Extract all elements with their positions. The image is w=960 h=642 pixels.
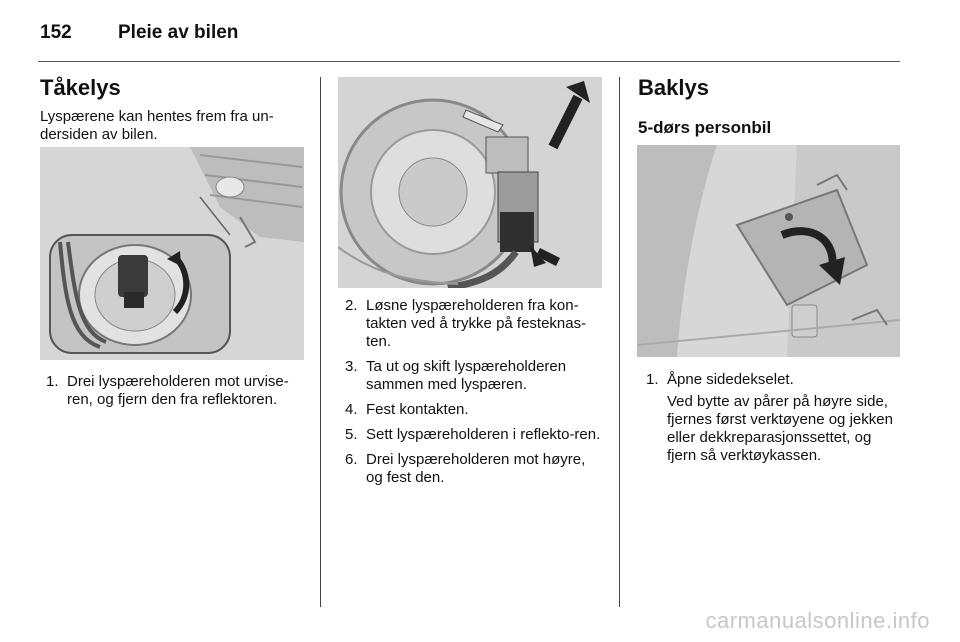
chapter-title: Pleie av bilen xyxy=(118,22,239,43)
bulb-holder-steps xyxy=(345,297,605,494)
step-text: Åpne sidedekselet. xyxy=(667,371,794,388)
step-text: Løsne lyspæreholderen fra kon-takten ved å trykke på festeknas-ten. xyxy=(366,297,587,350)
step-number: 4. xyxy=(345,401,358,418)
tail-light-step-list xyxy=(646,371,904,389)
list-item xyxy=(345,426,605,444)
step-number: 3. xyxy=(345,358,358,375)
step-number: 2. xyxy=(345,297,358,314)
bulb-step-list xyxy=(345,297,605,487)
page-number: 152 xyxy=(40,22,72,43)
step-detail: Ved bytte av pårer på høyre side, fjernes først verktøyene og jekken eller dekkreparasjonssettet, og fjern så verktøykassen. xyxy=(667,393,893,464)
step-number: 5. xyxy=(345,426,358,443)
column-divider-left xyxy=(320,77,321,607)
step-text: Sett lyspæreholderen i reflekto-ren. xyxy=(366,426,601,443)
fog-light-intro: Lyspærene kan hentes frem fra un-dersiden av bilen. xyxy=(40,108,274,143)
tail-light-subheading: 5-dørs personbil xyxy=(638,118,772,137)
page-header xyxy=(40,18,238,48)
fog-light-heading: Tåkelys xyxy=(40,75,121,100)
fog-light-steps xyxy=(46,373,306,416)
list-item xyxy=(345,451,605,487)
list-item xyxy=(345,297,605,351)
bulb-holder-illustration xyxy=(338,77,602,288)
side-cover-figure xyxy=(637,145,900,357)
step-text: Drei lyspæreholderen mot urvise-ren, og fjern den fra reflektoren. xyxy=(67,373,289,408)
watermark: carmanualsonline.info xyxy=(705,608,930,633)
step-text: Drei lyspæreholderen mot høyre, og fest den. xyxy=(366,451,586,486)
tail-light-section xyxy=(638,74,903,140)
fog-light-figure xyxy=(40,147,304,360)
step-number: 1. xyxy=(46,373,59,390)
header-rule xyxy=(38,61,900,62)
tail-light-heading: Baklys xyxy=(638,75,709,100)
fog-light-step-list xyxy=(46,373,306,409)
step-text: Fest kontakten. xyxy=(366,401,469,418)
step-number: 1. xyxy=(646,371,659,388)
list-item xyxy=(345,358,605,394)
step-number: 6. xyxy=(345,451,358,468)
fog-light-section xyxy=(40,74,305,144)
list-item xyxy=(646,371,904,389)
step-text: Ta ut og skift lyspæreholderen sammen med lyspæren. xyxy=(366,358,567,393)
list-item xyxy=(46,373,306,409)
side-cover-illustration xyxy=(637,145,900,357)
fog-light-illustration xyxy=(40,147,304,360)
bulb-holder-figure xyxy=(338,77,602,288)
list-item xyxy=(345,401,605,419)
tail-light-steps xyxy=(646,371,904,465)
column-divider-right xyxy=(619,77,620,607)
